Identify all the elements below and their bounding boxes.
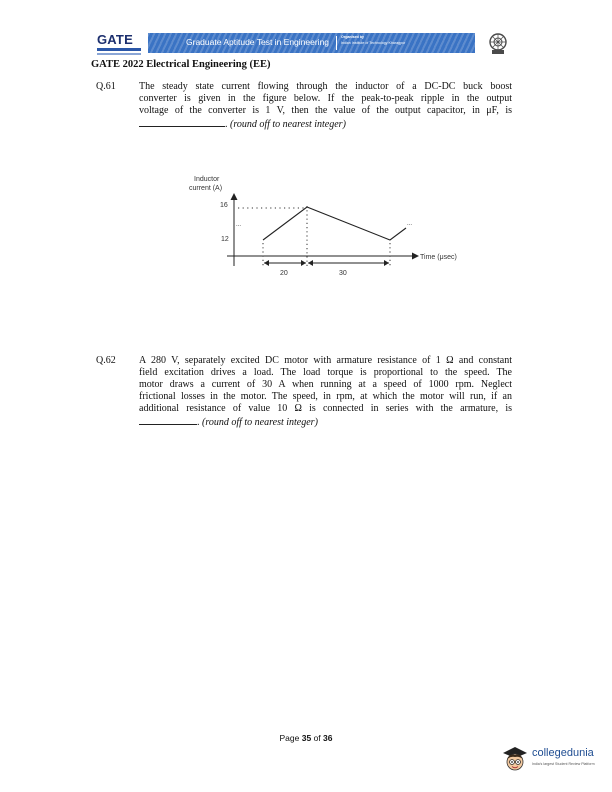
answer-line — [139, 117, 512, 131]
answer-blank[interactable] — [139, 117, 225, 127]
page-total: 36 — [323, 733, 333, 743]
question-line: field excitation drives a load. The load torque is proportional to the speed. The — [139, 367, 512, 379]
mascot-icon — [500, 744, 530, 774]
current-waveform — [263, 207, 406, 240]
answer-prefix: . — [197, 417, 202, 429]
header-banner — [148, 33, 475, 53]
page-current: 35 — [301, 733, 312, 743]
question-line: The steady state current flowing through the inductor of a DC-DC buck boost — [139, 81, 512, 92]
question-text — [139, 81, 512, 131]
brand-name: collegedunia — [532, 747, 594, 759]
question-text — [139, 355, 512, 430]
question-line: voltage of the converter is 1 V, then the value of the output capacitor, in μF, is — [139, 105, 512, 117]
question-line: additional resistance of value 10 Ω is connected in series with the armature, is — [139, 403, 512, 415]
y-axis-label: Inductor — [194, 176, 220, 183]
x-axis-label: Time (μsec) — [420, 254, 457, 261]
inductor-current-figure — [180, 170, 470, 285]
continuation-dots: ... — [236, 222, 242, 228]
question-line: motor draws a current of 30 A when running at a speed of 1000 rpm. Neglect — [139, 379, 512, 391]
y-tick-label: 16 — [220, 202, 228, 209]
banner-title: Graduate Aptitude Test in Engineering — [186, 37, 330, 47]
question-number: Q.62 — [96, 355, 116, 366]
paper-title: GATE 2022 Electrical Engineering (EE) — [91, 59, 271, 70]
page-prefix: Page — [279, 733, 302, 743]
logo-stripe — [97, 53, 141, 55]
organiser-name: Indian Institute of Technology Kharagpur — [341, 41, 406, 45]
interval-label: 30 — [339, 270, 347, 277]
answer-prefix: . — [225, 119, 230, 131]
banner-divider — [336, 36, 337, 50]
organised-by-label: Organised by — [341, 35, 364, 39]
question-number: Q.61 — [96, 81, 116, 92]
page-number — [0, 733, 612, 743]
gate-logo-text: GATE — [97, 32, 133, 47]
x-axis-arrow — [412, 253, 419, 260]
y-axis-label: current (A) — [189, 185, 223, 192]
gate-logo — [97, 33, 147, 59]
iit-emblem-icon — [488, 33, 508, 55]
rounding-note: (round off to nearest integer) — [202, 417, 318, 429]
question-line: frictional losses in the motor. The speed, in rpm, at which the motor will run, if an — [139, 391, 512, 403]
y-axis-arrow — [231, 193, 238, 200]
question-line: A 280 V, separately excited DC motor with armature resistance of 1 Ω and constant — [139, 355, 512, 366]
brand-tagline: India's largest Student Review Platform — [532, 762, 595, 766]
answer-line — [139, 415, 512, 429]
page-of: of — [311, 733, 324, 743]
y-tick-label: 12 — [221, 236, 229, 243]
logo-stripe — [97, 48, 141, 51]
rounding-note: (round off to nearest integer) — [230, 119, 346, 131]
answer-blank[interactable] — [139, 415, 197, 425]
continuation-dots: ... — [407, 221, 413, 227]
question-line: converter is given in the figure below. If the peak-to-peak ripple in the output — [139, 93, 512, 105]
collegedunia-brand — [500, 744, 608, 774]
interval-label: 20 — [280, 270, 288, 277]
